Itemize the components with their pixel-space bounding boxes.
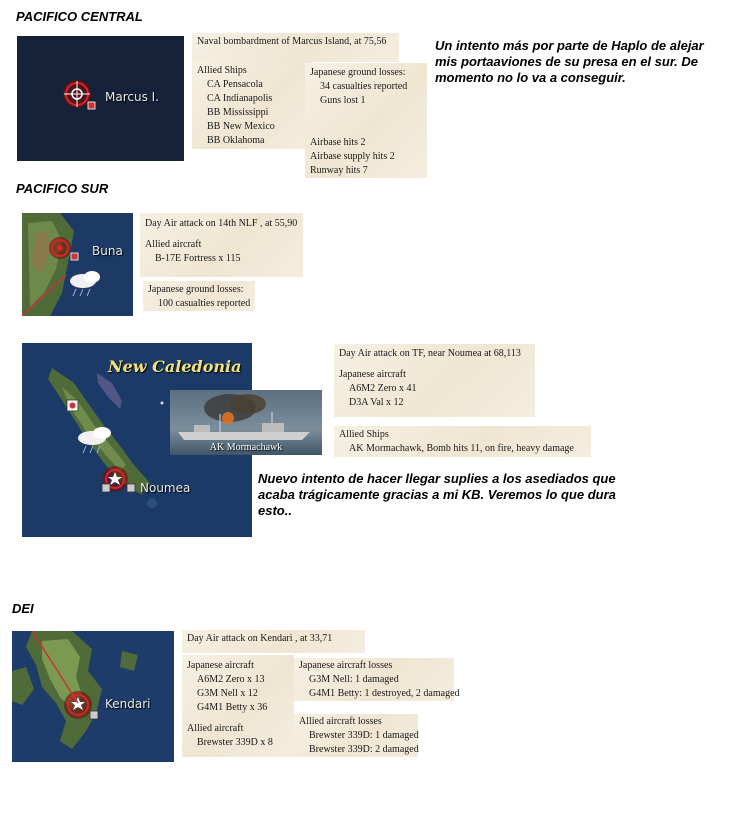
jp-aircraft-line: D3A Val x 12 (349, 397, 404, 408)
allied-aircraft-line: B-17E Fortress x 115 (155, 253, 241, 264)
jp-aircraft-line: A6M2 Zero x 13 (197, 674, 265, 685)
allied-ship: BB New Mexico (207, 121, 275, 132)
hit-line: Airbase hits 2 (310, 137, 366, 148)
jp-loss-line: G3M Nell: 1 damaged (309, 674, 399, 685)
allied-loss-line: Brewster 339D: 2 damaged (309, 744, 419, 755)
buna-header-text: Day Air attack on 14th NLF , at 55,90 (145, 218, 298, 229)
section-title-central: PACIFICO CENTRAL (16, 9, 143, 24)
allied-ship: CA Indianapolis (207, 93, 273, 104)
map-marcus[interactable] (17, 36, 184, 161)
marcus-comment: Un intento más por parte de Haplo de alejar mis portaaviones de su presa en el sur. De momento no lo va a conseguir. (435, 38, 704, 85)
section-title-sur: PACIFICO SUR (16, 181, 109, 196)
kendari-map-label: Kendari (105, 697, 151, 711)
marcus-report-header (192, 33, 399, 62)
allied-ship: BB Mississippi (207, 107, 269, 118)
jp-loss-line: Guns lost 1 (320, 95, 366, 106)
kendari-report-header (182, 630, 365, 653)
kendari-jp-losses-panel (294, 658, 460, 701)
noumea-allied-title: Allied Ships (339, 429, 389, 440)
jp-loss-line: 34 casualties reported (320, 81, 408, 92)
kendari-jp-losses-title: Japanese aircraft losses (299, 660, 393, 671)
buna-report-panel (140, 213, 303, 277)
jp-aircraft-line: A6M2 Zero x 41 (349, 383, 417, 394)
allied-ship: CA Pensacola (207, 79, 263, 90)
marcus-allied-panel (192, 61, 312, 149)
ship-image-mormachawk (170, 390, 322, 455)
ship-caption: AK Mormachawk (209, 442, 283, 453)
map-buna[interactable] (22, 213, 133, 316)
marcus-header-text: Naval bombardment of Marcus Island, at 75,56 (197, 36, 387, 47)
buna-jp-losses-title: Japanese ground losses: (148, 284, 244, 295)
jp-loss-line: 100 casualties reported (158, 298, 251, 309)
noumea-region-label: New Caledonia (108, 357, 242, 376)
hit-line: Airbase supply hits 2 (310, 151, 395, 162)
jp-aircraft-line: G4M1 Betty x 36 (197, 702, 268, 713)
buna-jp-panel (143, 281, 255, 311)
jp-loss-line: G4M1 Betty: 1 destroyed, 2 damaged (309, 688, 460, 699)
noumea-map-label: Noumea (140, 481, 191, 495)
noumea-report-panel (334, 344, 535, 417)
kendari-aircraft-panel (182, 655, 294, 757)
buna-map-graphic (22, 213, 133, 316)
noumea-header-text: Day Air attack on TF, near Noumea at 68,113 (339, 348, 521, 359)
noumea-jp-title: Japanese aircraft (339, 369, 406, 380)
kendari-header-text: Day Air attack on Kendari , at 33,71 (187, 633, 333, 644)
marcus-jp-panel (305, 63, 427, 178)
marcus-jp-losses-title: Japanese ground losses: (310, 67, 406, 78)
kendari-jp-title: Japanese aircraft (187, 660, 254, 671)
noumea-comment: Nuevo intento de hacer llegar suplies a los asediados que acaba trágicamente gracias a mi KB. Veremos lo que dura esto.. (258, 471, 616, 518)
kendari-allied-losses-title: Allied aircraft losses (299, 716, 382, 727)
buna-map-label: Buna (92, 244, 123, 258)
section-title-dei: DEI (12, 601, 34, 616)
kendari-allied-title: Allied aircraft (187, 723, 244, 734)
hit-line: Runway hits 7 (310, 165, 368, 176)
buna-allied-title: Allied aircraft (145, 239, 202, 250)
kendari-allied-losses-panel (294, 714, 418, 757)
marcus-map-label: Marcus I. (105, 90, 159, 104)
noumea-allied-panel (334, 426, 591, 457)
jp-aircraft-line: G3M Nell x 12 (197, 688, 258, 699)
allied-loss-line: Brewster 339D: 1 damaged (309, 730, 419, 741)
marcus-allied-title: Allied Ships (197, 65, 247, 76)
allied-aircraft-line: Brewster 339D x 8 (197, 737, 273, 748)
allied-ship: BB Oklahoma (207, 135, 265, 146)
map-kendari[interactable] (12, 631, 174, 762)
allied-ship-line: AK Mormachawk, Bomb hits 11, on fire, heavy damage (349, 443, 574, 454)
